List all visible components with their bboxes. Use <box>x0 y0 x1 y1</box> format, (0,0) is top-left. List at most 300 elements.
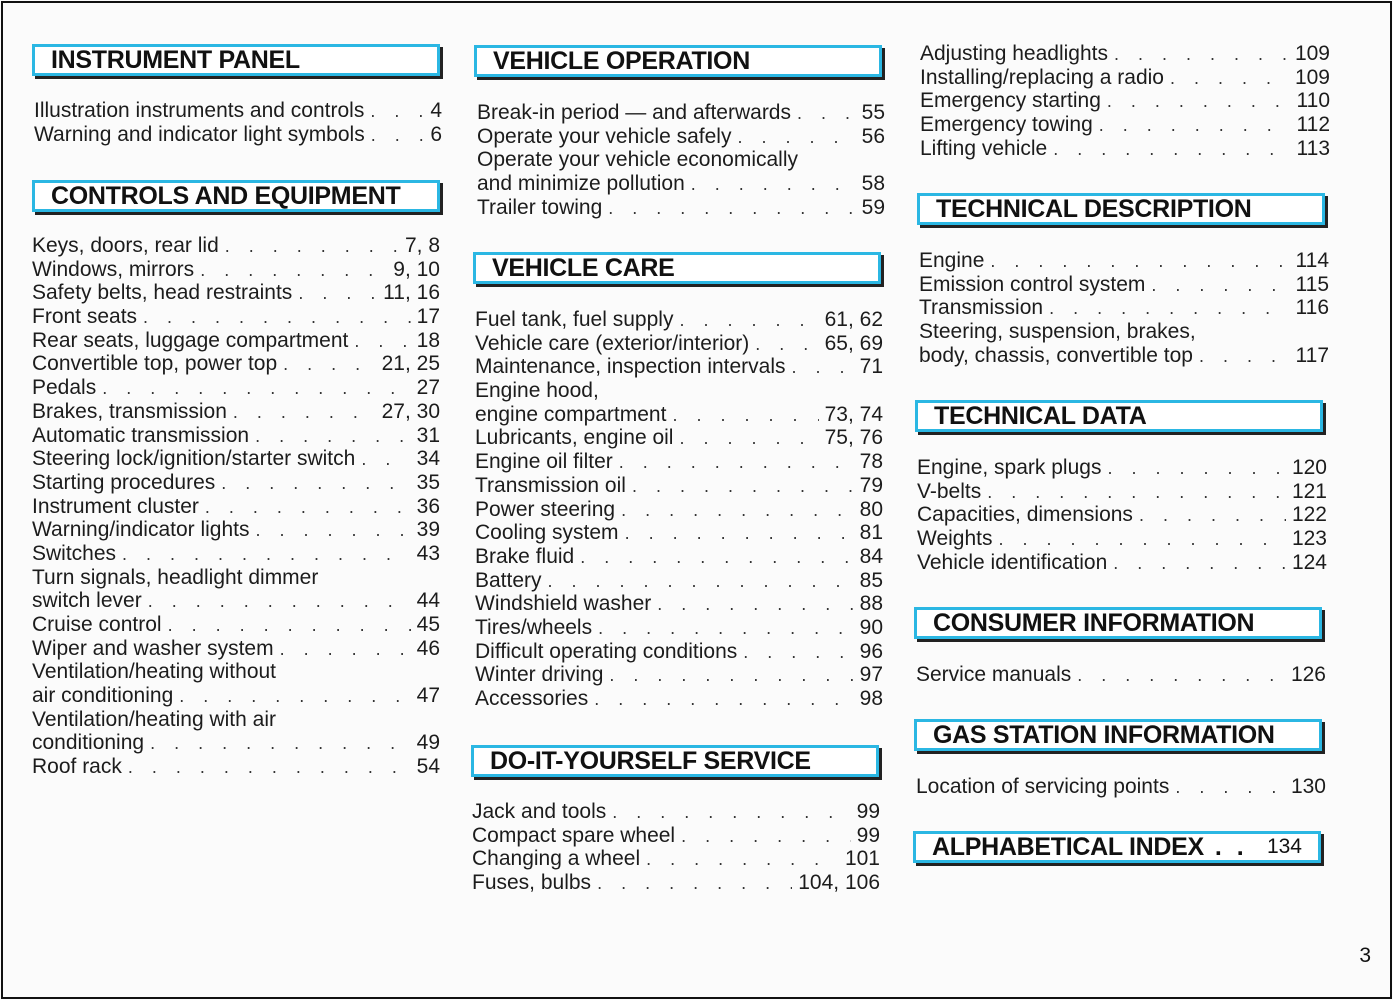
leader-dots <box>1139 504 1286 528</box>
entry-title: Changing a wheel <box>472 847 641 871</box>
entry-title: Operate your vehicle safely <box>477 124 732 148</box>
toc-entry <box>32 542 440 566</box>
entry-title: Capacities, dimensions <box>917 503 1133 527</box>
leader-dots <box>1107 457 1286 481</box>
entry-title: Fuel tank, fuel supply <box>475 308 674 331</box>
entry-page: 81 <box>859 521 883 545</box>
section-header <box>914 607 1322 639</box>
toc-entry <box>475 616 883 640</box>
leader-dots <box>122 543 411 567</box>
entry-title: Engine <box>919 249 985 272</box>
entry-title: body, chassis, convertible top <box>919 343 1193 367</box>
entry-page: 47 <box>416 684 440 708</box>
entry-title: Engine, spark plugs <box>917 456 1102 479</box>
entry-page: 110 <box>1296 89 1330 113</box>
entry-page: 18 <box>416 328 440 352</box>
entry-page: 104, 106 <box>798 871 880 895</box>
entry-page: 90 <box>859 615 883 639</box>
toc-entry <box>475 569 883 593</box>
entry-title: switch lever <box>32 589 142 613</box>
entry-page: 39 <box>416 518 440 542</box>
toc-list-technical-description <box>919 249 1329 367</box>
entry-title: Installing/replacing a radio <box>920 65 1164 89</box>
entry-title: Engine hood, <box>475 379 599 403</box>
section-vehicle-operation <box>474 45 882 77</box>
toc-entry <box>32 518 440 542</box>
entry-page: 99 <box>856 800 880 823</box>
entry-page: 113 <box>1296 136 1330 160</box>
toc-entry <box>920 89 1330 113</box>
toc-entry <box>32 495 440 519</box>
toc-entry <box>477 125 885 149</box>
leader-dots <box>632 475 854 499</box>
entry-page: 43 <box>416 541 440 565</box>
toc-entry <box>32 400 440 424</box>
toc-entry <box>32 424 440 448</box>
entry-page: 79 <box>859 473 883 497</box>
entry-page: 109 <box>1294 42 1330 65</box>
toc-entry <box>32 376 440 400</box>
entry-title: Ventilation/heating with air <box>32 707 276 731</box>
entry-page: 4 <box>430 99 442 122</box>
toc-entry <box>475 498 883 522</box>
leader-dots <box>679 309 818 333</box>
toc-entry <box>472 847 880 871</box>
entry-title: Transmission oil <box>475 473 626 497</box>
section-diy-service <box>471 745 879 777</box>
leader-dots <box>128 756 411 780</box>
leader-dots <box>998 528 1285 552</box>
toc-entry <box>475 474 883 498</box>
toc-entry <box>472 800 880 824</box>
section-title: CONSUMER INFORMATION <box>933 608 1255 637</box>
toc-entry <box>32 305 440 329</box>
leader-dots <box>1114 43 1289 67</box>
toc-entry <box>919 320 1329 344</box>
entry-title: V-belts <box>917 479 982 503</box>
toc-entry <box>919 344 1329 368</box>
entry-title: Pedals <box>32 376 97 400</box>
section-vehicle-care <box>473 252 881 284</box>
entry-page: 122 <box>1291 503 1327 527</box>
leader-dots <box>548 570 854 594</box>
toc-entry <box>919 273 1329 297</box>
entry-page: 7, 8 <box>404 234 440 257</box>
leader-dots <box>256 519 411 543</box>
toc-entry <box>919 249 1329 273</box>
entry-title: Emergency towing <box>920 113 1093 137</box>
toc-entry <box>32 281 440 305</box>
leader-dots <box>225 235 399 259</box>
entry-page: 120 <box>1291 456 1327 479</box>
section-header <box>471 745 879 777</box>
entry-title: Emergency starting <box>920 89 1101 113</box>
entry-page: 98 <box>859 687 883 710</box>
leader-dots <box>1107 90 1291 114</box>
entry-page: 35 <box>416 470 440 494</box>
leader-dots <box>280 638 411 662</box>
toc-entry <box>32 637 440 661</box>
section-title: CONTROLS AND EQUIPMENT <box>51 181 401 210</box>
entry-page: 123 <box>1291 527 1327 551</box>
entry-title: Vehicle care (exterior/interior) <box>475 331 750 355</box>
toc-entry <box>34 99 442 123</box>
toc-list-technical-data <box>917 456 1327 574</box>
leader-dots <box>598 617 854 641</box>
section-gas-station-information <box>914 719 1322 751</box>
leader-dots <box>361 448 410 472</box>
entry-title: Operate your vehicle economically <box>477 148 798 172</box>
leader-dots <box>102 377 410 401</box>
entry-title: Jack and tools <box>472 800 607 823</box>
section-title: DO-IT-YOURSELF SERVICE <box>490 746 811 775</box>
entry-title: conditioning <box>32 731 145 755</box>
leader-dots <box>371 124 425 148</box>
toc-entry <box>32 352 440 376</box>
toc-entry <box>32 566 440 590</box>
section-header <box>32 180 440 212</box>
leader-dots <box>646 848 839 872</box>
entry-title: Lifting vehicle <box>920 136 1048 160</box>
entry-page: 116 <box>1295 296 1329 320</box>
entry-title: Cooling system <box>475 521 619 545</box>
entry-title: Adjusting headlights <box>920 42 1108 65</box>
entry-title: Service manuals <box>916 663 1072 686</box>
section-title: INSTRUMENT PANEL <box>51 45 300 74</box>
toc-entry <box>32 447 440 471</box>
entry-title: Front seats <box>32 305 138 329</box>
toc-entry <box>475 403 883 427</box>
entry-title: Engine oil filter <box>475 450 613 474</box>
section-title: TECHNICAL DATA <box>934 401 1147 430</box>
leader-dots <box>657 593 853 617</box>
toc-entry <box>32 234 440 258</box>
toc-entry <box>475 592 883 616</box>
leader-dots <box>1175 776 1285 800</box>
entry-page: 61, 62 <box>824 308 883 331</box>
toc-entry <box>475 308 883 332</box>
entry-title: Ventilation/heating without <box>32 660 277 684</box>
leader-dots <box>621 499 854 523</box>
leader-dots <box>990 250 1289 274</box>
entry-title: Starting procedures <box>32 470 216 494</box>
entry-title: engine compartment <box>475 402 667 426</box>
leader-dots <box>370 100 424 124</box>
toc-list-vehicle-operation <box>477 101 885 219</box>
leader-dots <box>233 401 376 425</box>
entry-title: Turn signals, headlight dimmer <box>32 565 319 589</box>
entry-title: Accessories <box>475 687 589 710</box>
entry-page: 117 <box>1295 343 1329 367</box>
leader-dots <box>168 614 411 638</box>
toc-entry <box>920 113 1330 137</box>
leader-dots <box>1053 138 1290 162</box>
leader-dots <box>1077 664 1285 688</box>
entry-title: Tires/wheels <box>475 615 593 639</box>
entry-title: and minimize pollution <box>477 172 685 196</box>
entry-title: Wiper and washer system <box>32 636 274 660</box>
leader-dots <box>691 173 856 197</box>
section-controls-equipment <box>32 180 440 212</box>
leader-dots <box>148 590 411 614</box>
leader-dots <box>987 481 1286 505</box>
leader-dots <box>597 872 792 896</box>
section-title: TECHNICAL DESCRIPTION <box>936 194 1252 223</box>
toc-entry <box>917 527 1327 551</box>
toc-entry <box>32 684 440 708</box>
entry-title: Difficult operating conditions <box>475 639 738 663</box>
toc-entry <box>920 137 1330 161</box>
section-header <box>32 44 440 76</box>
entry-page: 84 <box>859 544 883 568</box>
section-technical-description <box>917 193 1325 225</box>
entry-page: 115 <box>1295 272 1329 296</box>
leader-dots <box>681 825 851 849</box>
leader-dots <box>608 197 855 221</box>
leader-dots <box>609 664 853 688</box>
entry-page: 85 <box>859 568 883 592</box>
leader-dots <box>1099 114 1291 138</box>
section-header <box>917 193 1325 225</box>
toc-list-consumer-information <box>916 663 1326 687</box>
toc-entry <box>477 148 885 172</box>
leader-dots <box>580 546 853 570</box>
entry-page: 36 <box>416 494 440 518</box>
entry-page: 65, 69 <box>824 331 883 355</box>
leader-dots <box>594 688 853 712</box>
entry-page: 58 <box>861 172 885 196</box>
leader-dots <box>1049 297 1289 321</box>
entry-page: 126 <box>1290 663 1326 686</box>
toc-entry <box>475 379 883 403</box>
section-instrument-panel <box>32 44 440 76</box>
toc-entry <box>475 545 883 569</box>
entry-page: 27 <box>416 376 440 400</box>
toc-entry <box>475 332 883 356</box>
section-alphabetical-index <box>913 831 1321 863</box>
entry-title: Power steering <box>475 497 616 521</box>
entry-page: 109 <box>1294 65 1330 89</box>
entry-page: 73, 74 <box>824 402 883 426</box>
entry-page: 101 <box>844 847 880 871</box>
entry-title: Emission control system <box>919 272 1146 296</box>
section-title <box>932 833 1248 862</box>
toc-entry <box>32 731 440 755</box>
entry-title: Instrument cluster <box>32 494 199 518</box>
toc-entry <box>32 589 440 613</box>
entry-page: 97 <box>859 663 883 687</box>
entry-page: 46 <box>416 636 440 660</box>
leader-dots <box>354 330 410 354</box>
leader-dots <box>298 282 377 306</box>
toc-entry <box>475 663 883 687</box>
section-header <box>473 252 881 284</box>
entry-title: Convertible top, power top <box>32 352 278 376</box>
toc-entry <box>920 66 1330 90</box>
toc-list-vehicle-care <box>475 308 883 711</box>
leader-dots <box>797 102 856 126</box>
entry-title: Lubricants, engine oil <box>475 426 674 450</box>
toc-list-controls-equipment <box>32 234 440 779</box>
toc-entry <box>475 355 883 379</box>
entry-page: 78 <box>859 450 883 474</box>
toc-entry <box>472 871 880 895</box>
entry-page: 27, 30 <box>381 399 440 423</box>
entry-page: 11, 16 <box>383 281 440 305</box>
entry-title: Fuses, bulbs <box>472 871 592 895</box>
toc-entry <box>475 521 883 545</box>
leader-dots <box>612 801 850 825</box>
toc-entry <box>477 101 885 125</box>
entry-page: 75, 76 <box>824 426 883 450</box>
toc-entry <box>916 663 1326 687</box>
entry-page: 80 <box>859 497 883 521</box>
leader-dots <box>1151 274 1289 298</box>
toc-entry <box>920 42 1330 66</box>
entry-page: 71 <box>859 355 883 379</box>
toc-entry <box>475 687 883 711</box>
toc-entry <box>477 196 885 220</box>
leader-dots <box>743 641 853 665</box>
toc-entry <box>916 775 1326 799</box>
section-title: GAS STATION INFORMATION <box>933 720 1275 749</box>
leader-dots <box>221 472 410 496</box>
entry-title: Location of servicing points <box>916 775 1170 798</box>
toc-entry <box>32 258 440 282</box>
toc-entry <box>477 172 885 196</box>
toc-list-gas-station-information <box>916 775 1326 799</box>
toc-entry <box>475 450 883 474</box>
entry-title: Break-in period — and afterwards <box>477 101 791 124</box>
section-header <box>914 719 1322 751</box>
leader-dots <box>179 685 410 709</box>
entry-title: Transmission <box>919 296 1044 320</box>
toc-entry <box>32 660 440 684</box>
leader-dots <box>1170 67 1289 91</box>
entry-title: Vehicle identification <box>917 550 1108 574</box>
entry-title: Automatic transmission <box>32 423 250 447</box>
leader-dots <box>255 425 411 449</box>
entry-page: 54 <box>416 755 440 779</box>
entry-page: 112 <box>1296 113 1330 137</box>
toc-entry <box>475 426 883 450</box>
toc-entry <box>32 755 440 779</box>
entry-page: 49 <box>416 731 440 755</box>
entry-page: 114 <box>1295 249 1329 272</box>
entry-title: Maintenance, inspection intervals <box>475 355 786 379</box>
entry-page: 55 <box>861 101 885 124</box>
toc-list-diy-service <box>472 800 880 895</box>
leader-dots <box>625 522 854 546</box>
entry-title: Steering lock/ignition/starter switch <box>32 447 356 471</box>
entry-title: Winter driving <box>475 663 604 687</box>
toc-entry <box>32 329 440 353</box>
toc-entry <box>919 296 1329 320</box>
section-title: VEHICLE CARE <box>492 253 675 282</box>
toc-entry <box>917 456 1327 480</box>
entry-page: 21, 25 <box>381 352 440 376</box>
entry-title: Weights <box>917 527 993 551</box>
page-number: 3 <box>1359 944 1371 967</box>
entry-title: Illustration instruments and controls <box>34 99 365 122</box>
entry-title: Compact spare wheel <box>472 823 676 847</box>
leader-dots <box>150 732 411 756</box>
toc-entry <box>32 471 440 495</box>
section-header <box>474 45 882 77</box>
index-page: 134 <box>1266 835 1302 858</box>
entry-title: Warning/indicator lights <box>32 518 250 542</box>
section-title: VEHICLE OPERATION <box>493 46 750 75</box>
entry-title: Steering, suspension, brakes, <box>919 320 1196 344</box>
index-title: ALPHABETICAL INDEX <box>932 832 1204 861</box>
section-header <box>913 831 1321 863</box>
entry-page: 17 <box>416 305 440 329</box>
leader-dots <box>737 126 855 150</box>
entry-page: 34 <box>416 447 440 471</box>
entry-page: 9, 10 <box>393 257 440 281</box>
entry-title: Battery <box>475 568 542 592</box>
entry-page: 31 <box>416 423 440 447</box>
toc-entry <box>917 480 1327 504</box>
leader-dots <box>619 451 854 475</box>
entry-page: 99 <box>856 823 880 847</box>
leader-dots <box>283 353 375 377</box>
entry-page: 44 <box>416 589 440 613</box>
leader-dots <box>755 333 818 357</box>
entry-title: Brakes, transmission <box>32 399 227 423</box>
entry-title: Roof rack <box>32 755 122 779</box>
leader-dots <box>200 259 387 283</box>
entry-title: Safety belts, head restraints <box>32 281 293 305</box>
entry-title: Windows, mirrors <box>32 257 195 281</box>
entry-page: 56 <box>861 124 885 148</box>
leader-dots <box>679 427 818 451</box>
entry-page: 121 <box>1291 479 1327 503</box>
entry-title: Warning and indicator light symbols <box>34 122 365 146</box>
leader-dots <box>1113 552 1286 576</box>
entry-title: Switches <box>32 541 117 565</box>
entry-page: 130 <box>1290 775 1326 798</box>
entry-title: air conditioning <box>32 684 174 708</box>
leader-dots <box>1199 345 1290 369</box>
toc-list-misc <box>920 42 1330 160</box>
entry-title: Keys, doors, rear lid <box>32 234 219 257</box>
section-consumer-information <box>914 607 1322 639</box>
toc-entry <box>32 708 440 732</box>
toc-entry <box>917 503 1327 527</box>
toc-entry <box>32 613 440 637</box>
leader-dots: . . <box>1203 832 1248 861</box>
section-technical-data <box>915 400 1323 432</box>
entry-title: Windshield washer <box>475 592 652 616</box>
toc-list-instrument-panel <box>34 99 442 146</box>
entry-page: 45 <box>416 613 440 636</box>
entry-page: 96 <box>859 639 883 663</box>
entry-page: 88 <box>859 592 883 616</box>
entry-title: Rear seats, luggage compartment <box>32 328 349 352</box>
entry-title: Brake fluid <box>475 544 575 568</box>
toc-entry <box>34 123 442 147</box>
toc-entry <box>475 640 883 664</box>
toc-entry <box>472 824 880 848</box>
leader-dots <box>205 496 411 520</box>
leader-dots <box>792 356 854 380</box>
entry-page: 6 <box>430 122 442 146</box>
toc-entry <box>917 551 1327 575</box>
entry-page: 59 <box>861 195 885 219</box>
section-header <box>915 400 1323 432</box>
entry-title: Trailer towing <box>477 195 603 219</box>
